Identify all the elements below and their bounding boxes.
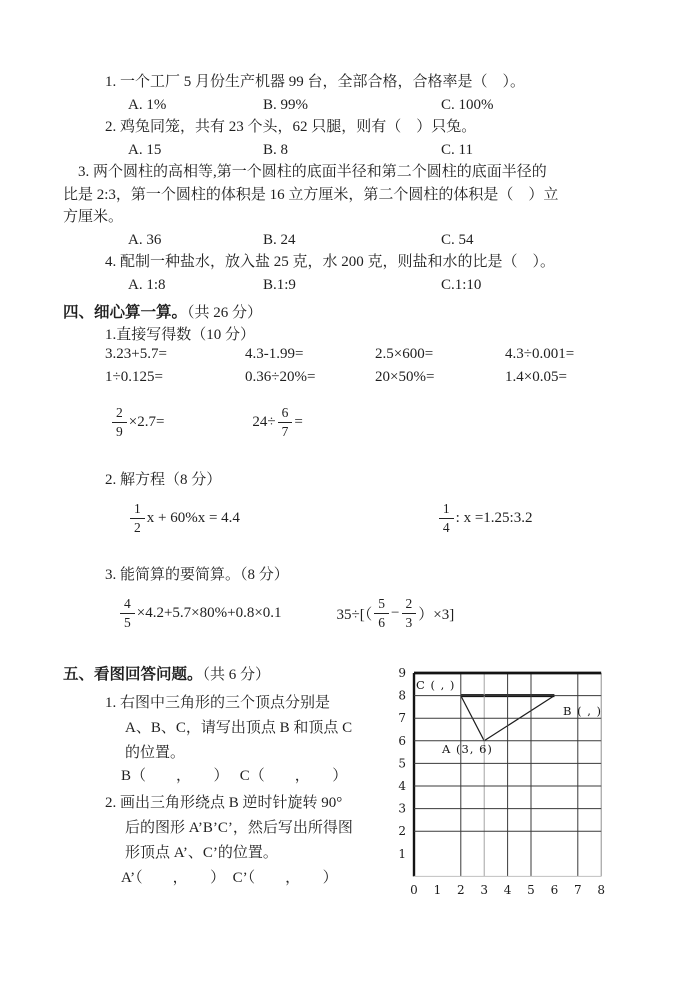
option-a: A. 36 xyxy=(128,231,162,248)
option-a: A. 15 xyxy=(128,141,162,158)
fraction-rest: = xyxy=(294,413,303,430)
axis-tick-label: 3 xyxy=(480,883,489,897)
simplify-rest: ）×3] xyxy=(418,606,455,623)
option-a: A. 1:8 xyxy=(128,276,166,293)
section-4-header xyxy=(63,300,262,322)
section-4-points: （共 26 分） xyxy=(187,305,263,321)
axis-tick-label: 7 xyxy=(398,711,406,726)
calc-item: 4.3÷0.001= xyxy=(505,346,575,362)
question-3-options xyxy=(63,229,663,252)
axis-tick-label: 6 xyxy=(550,883,559,897)
axis-tick-label: 1 xyxy=(398,846,406,861)
fraction-rest: ×2.7= xyxy=(128,413,165,430)
calculation-section xyxy=(63,297,663,657)
simplify-row xyxy=(63,588,683,638)
fraction xyxy=(278,405,293,438)
fraction xyxy=(374,596,389,629)
question-4 xyxy=(63,251,663,274)
section-4-title: 四、细心算一算。 xyxy=(63,304,188,321)
axis-tick-label: 9 xyxy=(398,666,406,680)
simplify-2 xyxy=(337,596,455,629)
fraction-pre: 24÷ xyxy=(252,413,276,430)
option-b: B. 24 xyxy=(263,231,296,248)
numerator: 4 xyxy=(120,596,135,613)
question-1-options xyxy=(63,94,663,117)
part1-title: 1.直接写得数（10 分） xyxy=(105,327,256,343)
q2-answer-blanks: A’（ ， ） C’（ ， ） xyxy=(121,870,338,886)
simplify-mid: − xyxy=(391,604,400,621)
axis-tick-label: 1 xyxy=(433,883,442,897)
axis-tick-label: 2 xyxy=(456,883,465,897)
axis-tick-label: 5 xyxy=(527,883,535,897)
q1-line1: 1. 右图中三角形的三个顶点分别是 xyxy=(105,695,331,711)
denominator: 6 xyxy=(378,614,386,630)
option-c: C.1:10 xyxy=(441,276,482,293)
simplify-1 xyxy=(118,596,282,629)
q2-line2: 后的图形 A’B’C’，然后写出所得图 xyxy=(125,820,353,836)
denominator: 2 xyxy=(134,519,141,535)
simplify-rest: ×4.2+5.7×80%+0.8×0.1 xyxy=(136,604,282,621)
fraction-item-1 xyxy=(110,405,164,438)
question-4-text: 4. 配制一种盐水，放入盐 25 克，水 200 克，则盐和水的比是（ ）。 xyxy=(105,254,556,270)
denominator: 9 xyxy=(116,423,123,439)
fraction xyxy=(439,501,454,534)
calc-item: 2.5×600= xyxy=(375,346,434,362)
calc-item: 0.36÷20%= xyxy=(245,369,316,385)
equation-rest: x + 60%x = 4.4 xyxy=(146,509,240,526)
part3-title: 3. 能简算的要简算。（8 分） xyxy=(105,567,289,583)
section-5-points: （共 6 分） xyxy=(202,667,271,683)
fraction-row xyxy=(63,397,663,447)
equation-rest: : x =1.25:3.2 xyxy=(455,509,533,526)
question-2-options xyxy=(63,139,663,162)
question-2 xyxy=(63,116,663,139)
fraction-item-2 xyxy=(252,405,302,438)
fraction xyxy=(402,596,417,629)
coordinate-grid xyxy=(392,664,654,910)
axis-tick-label: 4 xyxy=(503,883,512,897)
figure-question-section xyxy=(63,660,403,890)
simplify-pre: 35÷[（ xyxy=(336,606,373,623)
question-1-text: 1. 一个工厂 5 月份生产机器 99 台，全部合格，合格率是（ ）。 xyxy=(105,74,526,90)
fraction xyxy=(120,596,135,629)
denominator: 5 xyxy=(124,614,131,630)
equation-2 xyxy=(437,501,533,534)
fraction xyxy=(112,405,127,438)
q2-line3: 形顶点 A’、C’的位置。 xyxy=(125,845,278,861)
axis-tick-label: 6 xyxy=(398,733,406,748)
denominator: 4 xyxy=(442,519,450,535)
axis-tick-label: 8 xyxy=(597,883,606,897)
option-b: B.1:9 xyxy=(263,276,296,293)
vertex-c-label: C ( , ) xyxy=(416,678,456,692)
equation-row xyxy=(63,493,663,543)
numerator: 1 xyxy=(130,501,145,518)
numerator: 6 xyxy=(278,405,293,422)
q1-line2: A、B、C，请写出顶点 B 和顶点 C xyxy=(125,720,353,736)
option-c: C. 54 xyxy=(441,231,474,248)
option-a: A. 1% xyxy=(128,96,167,113)
denominator: 7 xyxy=(281,423,289,439)
q1-line3: 的位置。 xyxy=(125,745,186,761)
axis-tick-label: 0 xyxy=(410,883,418,897)
calc-item: 1÷0.125= xyxy=(105,369,163,385)
part2-title: 2. 解方程（8 分） xyxy=(105,472,222,488)
vertex-b-label: B ( , ) xyxy=(563,704,603,718)
coordinate-grid-panel xyxy=(392,664,654,910)
numerator: 1 xyxy=(439,501,454,518)
q1-answer-blanks: B（ ， ） C（ ， ） xyxy=(121,768,348,784)
fraction xyxy=(130,501,145,534)
axis-tick-label: 4 xyxy=(398,779,406,793)
q2-line1: 2. 画出三角形绕点 B 逆时针旋转 90° xyxy=(105,795,343,811)
axis-tick-label: 8 xyxy=(398,688,406,703)
numerator: 2 xyxy=(402,596,417,613)
section-5-title: 五、看图回答问题。 xyxy=(63,666,203,683)
calc-item: 4.3-1.99= xyxy=(245,346,304,362)
calc-item: 3.23+5.7= xyxy=(105,346,167,362)
question-4-options xyxy=(63,274,663,297)
axis-tick-label: 3 xyxy=(398,801,406,816)
question-2-text: 2. 鸡兔同笼，共有 23 个头，62 只腿，则有（ ）只兔。 xyxy=(105,119,477,135)
numerator: 5 xyxy=(374,596,389,613)
axis-tick-label: 5 xyxy=(398,756,406,771)
option-c: C. 11 xyxy=(441,141,473,158)
option-c: C. 100% xyxy=(441,96,494,113)
question-3-line3: 方厘米。 xyxy=(63,209,124,225)
axis-tick-label: 7 xyxy=(573,883,582,897)
option-b: B. 99% xyxy=(263,96,308,113)
calc-item: 20×50%= xyxy=(375,369,435,385)
option-b: B. 8 xyxy=(263,141,289,158)
vertex-a-label: A (3, 6) xyxy=(442,742,493,756)
equation-1 xyxy=(128,501,240,534)
denominator: 3 xyxy=(405,614,413,630)
question-3-line1: 3. 两个圆柱的高相等,第一个圆柱的底面半径和第二个圆柱的底面半径的 xyxy=(78,164,547,180)
question-3-line2: 比是 2:3，第一个圆柱的体积是 16 立方厘米，第二个圆柱的体积是（ ）立 xyxy=(63,186,559,203)
multiple-choice-section xyxy=(63,71,663,296)
axis-tick-label: 2 xyxy=(398,824,406,839)
numerator: 2 xyxy=(112,405,127,422)
question-1 xyxy=(63,71,663,94)
section-5-header xyxy=(63,665,270,685)
calc-item: 1.4×0.05= xyxy=(505,369,567,385)
